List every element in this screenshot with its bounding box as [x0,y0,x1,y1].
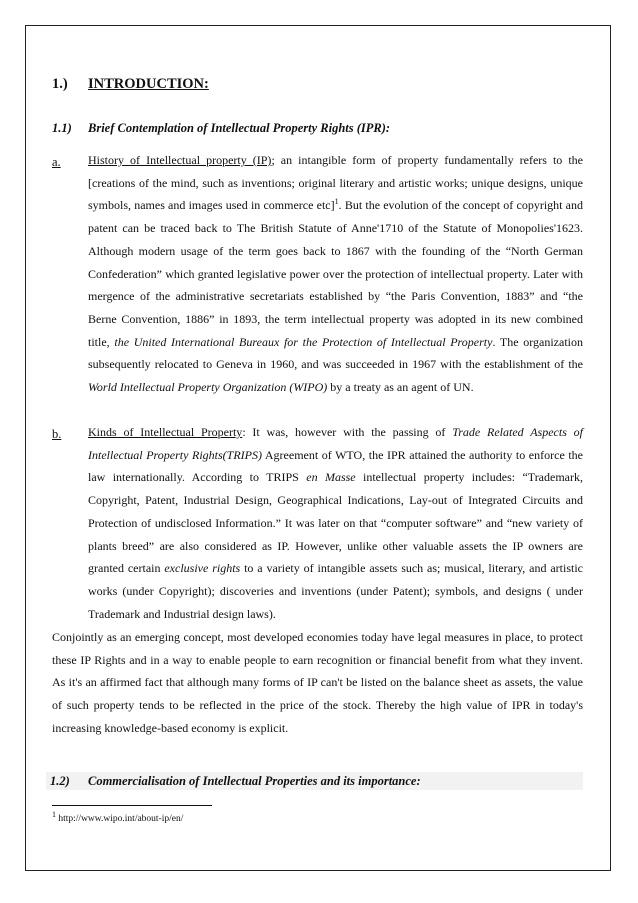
item-b-italic-3: exclusive rights [164,561,241,576]
item-a-text-3: . The organization subsequently relocated to Geneva in 1960, and was succeeded in 1967 with the establishment of the [88,334,584,372]
subsection-2-title: Commercialisation of Intellectual Properties and its importance: [88,774,421,788]
footnote [52,809,184,824]
section-heading [52,76,209,93]
item-a-marker: a. [52,155,61,169]
footnote-ref: 1 [334,197,339,207]
item-b-text-1: : It was, however with the passing of [242,425,453,439]
item-a-italic-1: the United International Bureaux for the Protection of Intellectual Property [114,334,493,349]
item-b-text-3: intellectual property includes: “Trademark, Copyright, Patent, Industrial Design, Geographical Indications, Lay-out of Integrated Circuits and Protection of undisclosed Information.” It was later on that “computer software” and “new variety of plants breed” are also considered as IP. However, unlike other valuable assets the IP owners are granted certain [88,470,583,576]
item-b-marker: b. [52,427,62,441]
item-b-body [88,421,583,625]
item-a-text-1: ; an intangible form of property fundamentally refers to the [creations of the mind, such as inventions; original literary and artistic works; unique designs, unique symbols, names and images used in commerce etc] [88,153,584,213]
section-number: 1.) [52,76,68,92]
footnote-text: http://www.wipo.int/about-ip/en/ [56,814,184,824]
body-paragraph: Conjointly as an emerging concept, most developed economies today have legal measures in place, to protect these IP Rights and in a way to enable people to earn recognition or financial benefit from what they invent. As it's an affirmed fact that although many forms of IP can't be listed on the balance sheet as assets, the value of such property tends to be reflected in the price of the stock. Thereby the high value of IPR in today's increasing knowledge-based economy is explicit. [52,630,583,735]
item-a-title: History of Intellectual property (IP) [88,153,272,167]
section-title: INTRODUCTION: [88,76,209,92]
item-b-italic-1: Trade Related Aspects of Intellectual Property Rights(TRIPS) [88,425,583,462]
item-a-text-2: . But the evolution of the concept of copyright and patent can be traced back to The British Statute of Anne'1710 of the Statute of Monopolies'1623. Although modern usage of the term goes back to 1867 with the founding of the “North German Confederation” which granted legislative power over the protection of intellectual property. Later with mergence of the administrative secretariats established by “the Paris Convention, 1883” and “the Berne Convention, 1886” in 1893, the term intellectual property was adopted in its new combined title, [88,198,584,349]
subsection-heading [52,121,390,136]
subsection-2-number: 1.2) [50,774,70,788]
item-b-text-4: to a variety of intangible assets such as; musical, literary, and artistic works (under Copyright); discoveries and inventions (under Patent); symbols, and designs ( under Trademark and Industrial design laws). [88,561,583,621]
subsection-number: 1.1) [52,121,72,135]
item-a-italic-2: World Intellectual Property Organization (WIPO) [88,380,328,395]
item-b-italic-2: en Masse [306,470,356,485]
item-a-body [88,149,583,399]
subsection-title: Brief Contemplation of Intellectual Property Rights (IPR): [88,121,391,135]
item-b-title: Kinds of Intellectual Property [88,425,243,439]
item-b-text-2: Agreement of WTO, the IPR attained the authority to enforce the law internationally. According to TRIPS [88,447,583,485]
footnote-separator [52,805,212,806]
subsection-heading-2 [46,772,583,790]
item-a-text-4: by a treaty as an agent of UN. [327,380,474,395]
footnote-marker: 1 [52,809,56,819]
